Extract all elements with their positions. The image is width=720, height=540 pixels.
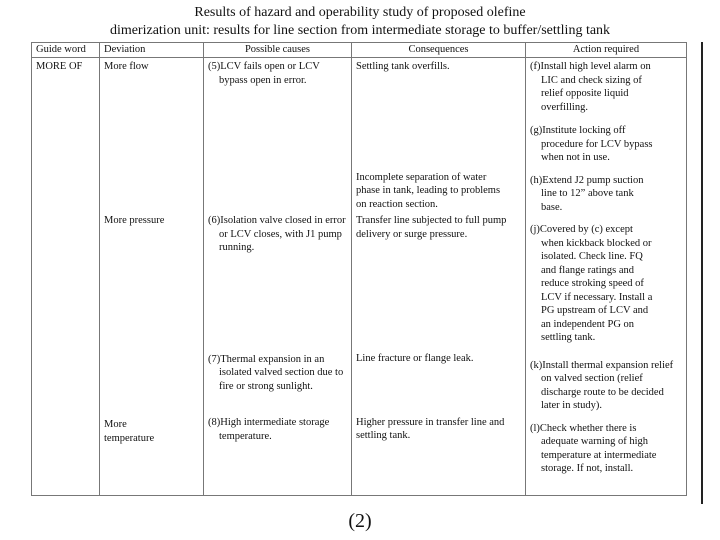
spacer bbox=[356, 241, 521, 352]
action-g: (g)Institute locking off procedure for LCV bypass when not in use. bbox=[530, 125, 653, 163]
action-f: (f)Install high level alarm on LIC and check sizing of relief opposite liquid overfilling. bbox=[530, 61, 651, 113]
cause-5: (5)LCV fails open or LCV bypass open in error. bbox=[208, 61, 320, 86]
header-possible-causes: Possible causes bbox=[204, 43, 352, 58]
header-action-required: Action required bbox=[526, 43, 687, 58]
spacer bbox=[530, 413, 682, 422]
header-consequences: Consequences bbox=[352, 43, 526, 58]
consequence-tank-overfills: Settling tank overfills. bbox=[356, 61, 450, 72]
header-guide-word: Guide word bbox=[32, 43, 100, 58]
spacer bbox=[356, 366, 521, 416]
spacer bbox=[530, 165, 682, 174]
deviation-more-pressure: More pressure bbox=[104, 214, 165, 226]
page-number: (2) bbox=[348, 510, 372, 532]
hazop-table-container bbox=[31, 42, 686, 496]
cause-8: (8)High intermediate storage temperature. bbox=[208, 417, 330, 442]
page-edge-divider bbox=[701, 42, 703, 504]
spacer bbox=[530, 114, 682, 124]
action-k: (k)Install thermal expansion relief on valved section (relief discharge route to be decided later in study). bbox=[530, 359, 674, 411]
spacer bbox=[356, 74, 521, 171]
consequence-full-pump-delivery: Transfer line subjected to full pump delivery or surge pressure. bbox=[356, 215, 507, 240]
action-l: (l)Check whether there is adequate warning of high temperature at intermediate storage. If not, install. bbox=[530, 422, 657, 474]
cause-6: (6)Isolation valve closed in error or LCV closes, with J1 pump running. bbox=[208, 215, 346, 253]
spacer bbox=[208, 87, 347, 214]
actions-cell bbox=[526, 58, 687, 496]
table-header-row bbox=[32, 43, 687, 58]
action-h: (h)Extend J2 pump suction line to 12” above tank base. bbox=[530, 174, 644, 213]
action-j: (j)Covered by (c) except when kickback blocked or isolated. Check line. FQ and flange ratings and reduce stroking speed of LCV if necessary. Install a PG upstream of LCV and an independent PG on settling tank. bbox=[530, 224, 653, 343]
spacer bbox=[208, 255, 347, 353]
consequence-incomplete-separation: Incomplete separation of water phase in tank, leading to problems on reaction section. bbox=[356, 171, 501, 210]
consequence-higher-pressure: Higher pressure in transfer line and settling tank. bbox=[356, 416, 505, 441]
spacer bbox=[530, 345, 682, 359]
spacer bbox=[208, 393, 347, 416]
guide-word-cell bbox=[32, 58, 100, 496]
cause-7: (7)Thermal expansion in an isolated valved section due to fire or strong sunlight. bbox=[208, 353, 344, 392]
consequence-line-fracture: Line fracture or flange leak. bbox=[356, 353, 474, 364]
causes-cell bbox=[204, 58, 352, 496]
deviation-more-flow: More flow bbox=[104, 61, 149, 72]
deviation-cell bbox=[100, 58, 204, 496]
header-deviation: Deviation bbox=[100, 43, 204, 58]
table-row bbox=[32, 58, 687, 496]
document-title-line-1: Results of hazard and operability study of proposed olefine bbox=[194, 5, 526, 20]
deviation-more-temperature: More temperature bbox=[104, 419, 155, 444]
consequences-cell bbox=[352, 58, 526, 496]
spacer bbox=[104, 74, 199, 214]
spacer bbox=[530, 214, 682, 223]
hazop-table bbox=[31, 42, 687, 496]
guide-word-more-of: MORE OF bbox=[36, 61, 83, 72]
document-title-line-2: dimerization unit: results for line section from intermediate storage to buffer/settling tank bbox=[109, 23, 611, 38]
spacer bbox=[104, 227, 199, 418]
